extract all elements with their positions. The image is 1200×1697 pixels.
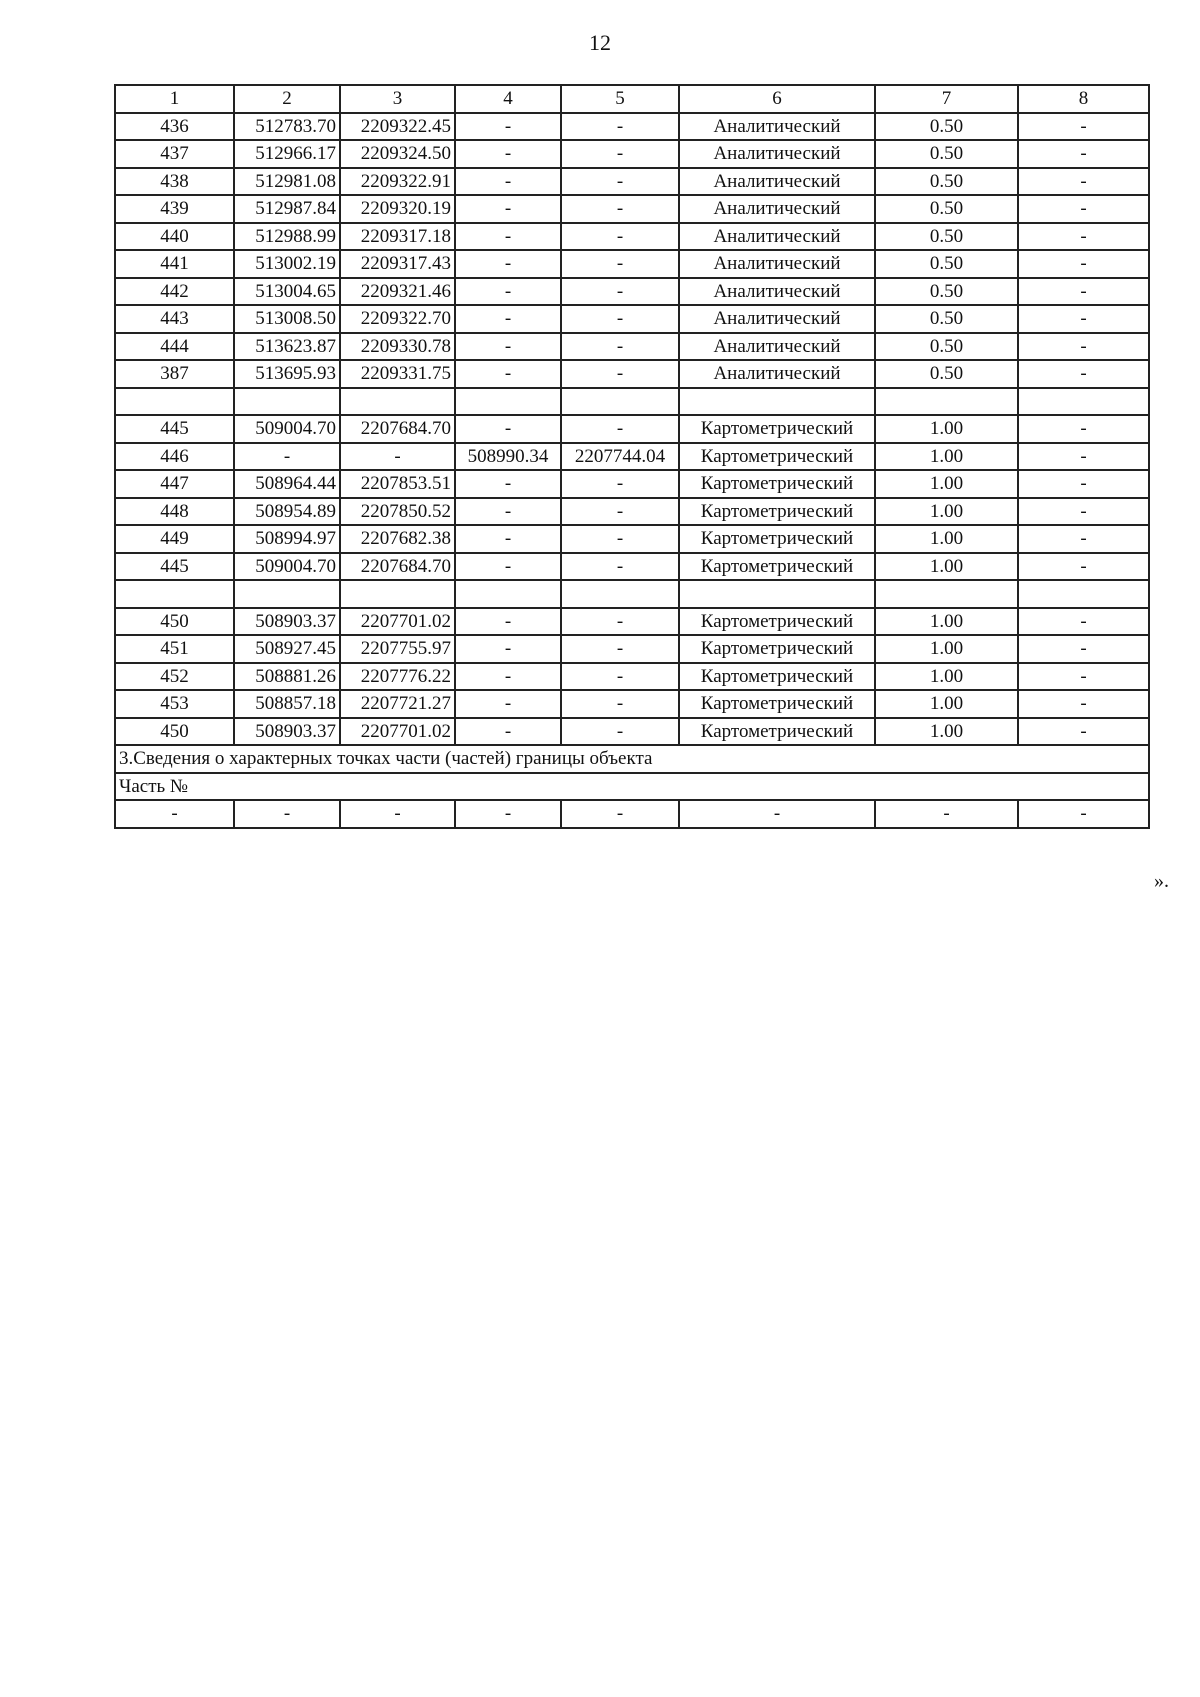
- table-cell-col-2: 508881.26: [234, 663, 340, 691]
- table-cell-col-4: -: [455, 635, 561, 663]
- table-cell-col-1: 453: [115, 690, 234, 718]
- table-cell-col-6: Картометрический: [679, 663, 875, 691]
- table-cell-col-4: -: [455, 718, 561, 746]
- table-cell-col-5: -: [561, 360, 679, 388]
- table-cell-col-5: -: [561, 470, 679, 498]
- table-cell-col-3: 2209331.75: [340, 360, 455, 388]
- table-cell-col-4: -: [455, 690, 561, 718]
- table-cell-col-4: -: [455, 553, 561, 581]
- table-cell-col-8: -: [1018, 718, 1149, 746]
- table-cell-col-6: Аналитический: [679, 223, 875, 251]
- table-cell-col-5: -: [561, 690, 679, 718]
- table-cell-col-8: -: [1018, 223, 1149, 251]
- table-cell-col-7: 0.50: [875, 333, 1018, 361]
- table-cell-col-3: 2209324.50: [340, 140, 455, 168]
- table-cell-col-3: 2209317.18: [340, 223, 455, 251]
- table-cell-col-6: 6: [679, 85, 875, 113]
- table-cell-col-3: 2209320.19: [340, 195, 455, 223]
- table-cell-col-3: [340, 388, 455, 416]
- table-cell-col-8: -: [1018, 168, 1149, 196]
- table-cell-col-6: Аналитический: [679, 250, 875, 278]
- table-cell-col-3: 2207776.22: [340, 663, 455, 691]
- table-cell-col-6: -: [679, 800, 875, 828]
- closing-quote-mark: ».: [1154, 870, 1169, 892]
- table-cell-col-8: [1018, 388, 1149, 416]
- table-cell-col-7: 1.00: [875, 718, 1018, 746]
- table-cell-col-5: -: [561, 168, 679, 196]
- table-cell-col-6: Аналитический: [679, 278, 875, 306]
- table-cell-col-2: 508994.97: [234, 525, 340, 553]
- table-cell-col-8: -: [1018, 360, 1149, 388]
- table-cell-col-4: -: [455, 195, 561, 223]
- table-cell-col-7: 0.50: [875, 305, 1018, 333]
- table-row: [115, 333, 1149, 361]
- table-cell-col-4: 508990.34: [455, 443, 561, 471]
- table-cell-col-6: Картометрический: [679, 498, 875, 526]
- table-cell-col-1: 448: [115, 498, 234, 526]
- table-row: [115, 663, 1149, 691]
- table-cell-col-1: 446: [115, 443, 234, 471]
- table-cell-col-4: -: [455, 333, 561, 361]
- page-number: 12: [589, 30, 611, 55]
- section-title: 3.Сведения о характерных точках части (частей) границы объекта: [115, 745, 1149, 773]
- table-cell-col-3: 2209330.78: [340, 333, 455, 361]
- table-cell-col-2: 513695.93: [234, 360, 340, 388]
- table-cell-col-7: 1.00: [875, 525, 1018, 553]
- table-cell-col-4: -: [455, 800, 561, 828]
- table-cell-col-1: 449: [115, 525, 234, 553]
- table-cell-col-5: -: [561, 553, 679, 581]
- table-cell-col-1: 452: [115, 663, 234, 691]
- table-cell-col-2: 509004.70: [234, 553, 340, 581]
- table-cell-col-5: -: [561, 415, 679, 443]
- table-row: [115, 140, 1149, 168]
- table-cell-col-4: -: [455, 608, 561, 636]
- table-cell-col-5: 2207744.04: [561, 443, 679, 471]
- table-cell-col-6: [679, 580, 875, 608]
- table-cell-col-3: 2207850.52: [340, 498, 455, 526]
- table-cell-col-3: 2209317.43: [340, 250, 455, 278]
- table-cell-col-5: -: [561, 498, 679, 526]
- table-cell-col-4: -: [455, 498, 561, 526]
- table-cell-col-1: 1: [115, 85, 234, 113]
- table-cell-col-7: 0.50: [875, 223, 1018, 251]
- table-cell-col-8: -: [1018, 333, 1149, 361]
- table-cell-col-2: 508903.37: [234, 718, 340, 746]
- table-row: [115, 580, 1149, 608]
- table-cell-col-8: -: [1018, 663, 1149, 691]
- table-cell-col-2: [234, 580, 340, 608]
- table-cell-col-3: 2207701.02: [340, 718, 455, 746]
- table-cell-col-7: 1.00: [875, 443, 1018, 471]
- table-cell-col-1: 440: [115, 223, 234, 251]
- table-row: [115, 305, 1149, 333]
- table-cell-col-8: -: [1018, 635, 1149, 663]
- table-cell-col-5: -: [561, 305, 679, 333]
- table-cell-col-4: [455, 580, 561, 608]
- table-cell-col-1: 441: [115, 250, 234, 278]
- section-title-row: [115, 745, 1149, 773]
- table-cell-col-3: 2207755.97: [340, 635, 455, 663]
- table-cell-col-6: Картометрический: [679, 635, 875, 663]
- table-cell-col-5: -: [561, 223, 679, 251]
- table-cell-col-7: 7: [875, 85, 1018, 113]
- table-cell-col-7: -: [875, 800, 1018, 828]
- table-row: [115, 168, 1149, 196]
- table-cell-col-2: 508954.89: [234, 498, 340, 526]
- table-cell-col-2: 513008.50: [234, 305, 340, 333]
- table-cell-col-2: 512987.84: [234, 195, 340, 223]
- table-cell-col-3: 2207853.51: [340, 470, 455, 498]
- table-body: [115, 85, 1149, 828]
- table-cell-col-8: -: [1018, 305, 1149, 333]
- table-cell-col-3: 2209322.91: [340, 168, 455, 196]
- table-cell-col-5: -: [561, 608, 679, 636]
- table-row: [115, 718, 1149, 746]
- table-cell-col-1: 437: [115, 140, 234, 168]
- table-cell-col-1: 445: [115, 415, 234, 443]
- table-cell-col-4: 4: [455, 85, 561, 113]
- table-row: [115, 635, 1149, 663]
- table-cell-col-5: -: [561, 250, 679, 278]
- table-cell-col-2: [234, 388, 340, 416]
- table-cell-col-7: 1.00: [875, 498, 1018, 526]
- table-cell-col-7: [875, 388, 1018, 416]
- table-cell-col-6: Аналитический: [679, 140, 875, 168]
- table-cell-col-8: -: [1018, 415, 1149, 443]
- table-cell-col-6: Аналитический: [679, 305, 875, 333]
- table-cell-col-1: 442: [115, 278, 234, 306]
- table-cell-col-1: 445: [115, 553, 234, 581]
- table-cell-col-8: -: [1018, 553, 1149, 581]
- table-row: [115, 498, 1149, 526]
- table-cell-col-8: -: [1018, 498, 1149, 526]
- table-cell-col-6: Картометрический: [679, 608, 875, 636]
- table-cell-col-8: -: [1018, 470, 1149, 498]
- table-cell-col-4: -: [455, 663, 561, 691]
- part-label: Часть №: [115, 773, 1149, 801]
- table-cell-col-2: 508964.44: [234, 470, 340, 498]
- table-cell-col-6: Аналитический: [679, 113, 875, 141]
- table-cell-col-2: 508927.45: [234, 635, 340, 663]
- table-cell-col-3: [340, 580, 455, 608]
- table-cell-col-1: 387: [115, 360, 234, 388]
- table-row: [115, 388, 1149, 416]
- table-cell-col-5: -: [561, 800, 679, 828]
- table-cell-col-3: 2207684.70: [340, 415, 455, 443]
- table-cell-col-6: Картометрический: [679, 553, 875, 581]
- table-cell-col-2: 509004.70: [234, 415, 340, 443]
- table-cell-col-3: 2209321.46: [340, 278, 455, 306]
- table-cell-col-7: 0.50: [875, 168, 1018, 196]
- table-row: [115, 415, 1149, 443]
- table-cell-col-6: Аналитический: [679, 168, 875, 196]
- table-cell-col-7: 0.50: [875, 250, 1018, 278]
- table-cell-col-4: -: [455, 223, 561, 251]
- table-cell-col-2: -: [234, 443, 340, 471]
- table-cell-col-4: -: [455, 168, 561, 196]
- table-cell-col-3: 2209322.45: [340, 113, 455, 141]
- table-cell-col-2: 2: [234, 85, 340, 113]
- table-cell-col-7: 1.00: [875, 663, 1018, 691]
- table-cell-col-1: 438: [115, 168, 234, 196]
- table-cell-col-2: 512783.70: [234, 113, 340, 141]
- table-cell-col-3: -: [340, 443, 455, 471]
- table-cell-col-5: -: [561, 663, 679, 691]
- table-cell-col-3: 2207684.70: [340, 553, 455, 581]
- table-cell-col-3: 2207701.02: [340, 608, 455, 636]
- table-cell-col-6: Картометрический: [679, 470, 875, 498]
- table-cell-col-7: 1.00: [875, 470, 1018, 498]
- table-cell-col-7: 0.50: [875, 360, 1018, 388]
- table-cell-col-8: -: [1018, 195, 1149, 223]
- table-cell-col-1: -: [115, 800, 234, 828]
- table-cell-col-5: -: [561, 525, 679, 553]
- table-cell-col-1: 436: [115, 113, 234, 141]
- table-cell-col-1: 451: [115, 635, 234, 663]
- boundary-points-table: [114, 84, 1150, 829]
- table-row: [115, 195, 1149, 223]
- table-cell-col-2: -: [234, 800, 340, 828]
- table-cell-col-6: Картометрический: [679, 718, 875, 746]
- table-row: [115, 608, 1149, 636]
- table-cell-col-7: 1.00: [875, 608, 1018, 636]
- table-cell-col-2: 513004.65: [234, 278, 340, 306]
- table-cell-col-4: -: [455, 250, 561, 278]
- table-cell-col-2: 508857.18: [234, 690, 340, 718]
- table-cell-col-5: -: [561, 195, 679, 223]
- table-cell-col-2: 512966.17: [234, 140, 340, 168]
- table-cell-col-2: 508903.37: [234, 608, 340, 636]
- table-cell-col-7: 1.00: [875, 635, 1018, 663]
- final-empty-row: [115, 800, 1149, 828]
- table-cell-col-2: 512981.08: [234, 168, 340, 196]
- table-cell-col-6: Картометрический: [679, 525, 875, 553]
- table-cell-col-4: -: [455, 415, 561, 443]
- table-cell-col-4: -: [455, 140, 561, 168]
- table-cell-col-1: 439: [115, 195, 234, 223]
- table-cell-col-8: -: [1018, 800, 1149, 828]
- table-cell-col-6: Аналитический: [679, 360, 875, 388]
- table-cell-col-5: -: [561, 718, 679, 746]
- table-cell-col-5: 5: [561, 85, 679, 113]
- table-cell-col-1: 450: [115, 608, 234, 636]
- table-cell-col-2: 513002.19: [234, 250, 340, 278]
- table-cell-col-7: [875, 580, 1018, 608]
- table-cell-col-6: Картометрический: [679, 443, 875, 471]
- table-cell-col-7: 0.50: [875, 195, 1018, 223]
- table-cell-col-3: -: [340, 800, 455, 828]
- table-row: [115, 470, 1149, 498]
- table-row: [115, 250, 1149, 278]
- table-cell-col-5: -: [561, 113, 679, 141]
- table-header-row: [115, 85, 1149, 113]
- table-row: [115, 223, 1149, 251]
- table-cell-col-6: Картометрический: [679, 690, 875, 718]
- table-cell-col-6: Картометрический: [679, 415, 875, 443]
- table-cell-col-5: -: [561, 278, 679, 306]
- part-label-row: [115, 773, 1149, 801]
- table-cell-col-8: -: [1018, 140, 1149, 168]
- table-cell-col-8: -: [1018, 113, 1149, 141]
- table-cell-col-1: [115, 580, 234, 608]
- table-row: [115, 113, 1149, 141]
- table-cell-col-8: -: [1018, 278, 1149, 306]
- table-cell-col-8: -: [1018, 443, 1149, 471]
- table-row: [115, 278, 1149, 306]
- table-cell-col-1: [115, 388, 234, 416]
- table-cell-col-7: 0.50: [875, 113, 1018, 141]
- table-cell-col-7: 1.00: [875, 690, 1018, 718]
- table-cell-col-4: -: [455, 525, 561, 553]
- table-cell-col-4: -: [455, 305, 561, 333]
- table-cell-col-4: -: [455, 470, 561, 498]
- table-cell-col-8: -: [1018, 608, 1149, 636]
- table-cell-col-1: 443: [115, 305, 234, 333]
- table-cell-col-1: 444: [115, 333, 234, 361]
- table-cell-col-7: 1.00: [875, 415, 1018, 443]
- table-cell-col-5: [561, 388, 679, 416]
- table-cell-col-8: [1018, 580, 1149, 608]
- table-row: [115, 553, 1149, 581]
- table-cell-col-6: [679, 388, 875, 416]
- table-cell-col-5: -: [561, 140, 679, 168]
- table-cell-col-8: 8: [1018, 85, 1149, 113]
- table-row: [115, 360, 1149, 388]
- table-cell-col-2: 512988.99: [234, 223, 340, 251]
- table-cell-col-2: 513623.87: [234, 333, 340, 361]
- table-cell-col-1: 447: [115, 470, 234, 498]
- table-cell-col-7: 1.00: [875, 553, 1018, 581]
- table-cell-col-4: -: [455, 278, 561, 306]
- table-cell-col-6: Аналитический: [679, 195, 875, 223]
- table-cell-col-3: 2207721.27: [340, 690, 455, 718]
- table-cell-col-3: 2207682.38: [340, 525, 455, 553]
- table-cell-col-5: [561, 580, 679, 608]
- table-cell-col-8: -: [1018, 690, 1149, 718]
- table-cell-col-3: 3: [340, 85, 455, 113]
- table-row: [115, 525, 1149, 553]
- table-row: [115, 690, 1149, 718]
- table-row: [115, 443, 1149, 471]
- table-cell-col-5: -: [561, 635, 679, 663]
- table-cell-col-4: [455, 388, 561, 416]
- table-cell-col-8: -: [1018, 250, 1149, 278]
- table-cell-col-5: -: [561, 333, 679, 361]
- table-cell-col-1: 450: [115, 718, 234, 746]
- table-cell-col-3: 2209322.70: [340, 305, 455, 333]
- table-cell-col-6: Аналитический: [679, 333, 875, 361]
- table-cell-col-7: 0.50: [875, 140, 1018, 168]
- table-cell-col-8: -: [1018, 525, 1149, 553]
- table-cell-col-4: -: [455, 113, 561, 141]
- table-cell-col-4: -: [455, 360, 561, 388]
- table-cell-col-7: 0.50: [875, 278, 1018, 306]
